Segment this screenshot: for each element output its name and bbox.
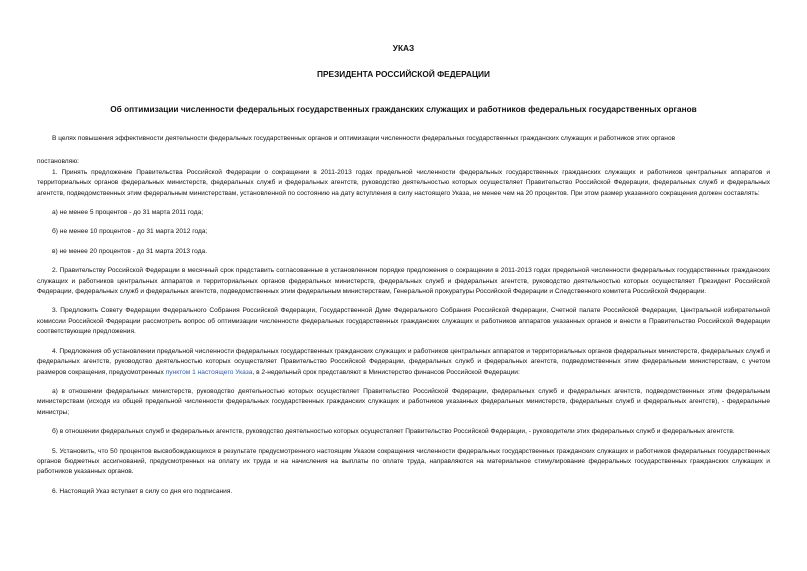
paragraph-4-text-start: 4. Предложения об установлении предельной численности федеральных государственных гражданских служащих и работников центральных аппаратов и территориальных органов федеральных министерств, федеральных служб и федеральных агентств, руководство деятельностью которых осуществляет Правительство Российской Федерации, федеральных служб и федеральных агентств, подведомственных этим федеральным министерствам, с учетом размеров сокращения, предусмотренных xyxy=(37,347,770,376)
preamble: В целях повышения эффективности деятельности федеральных государственных органов и оптимизации численности федеральных государственных гражданских служащих и работников этих органов xyxy=(52,135,676,142)
clause-1-link[interactable]: пунктом 1 настоящего Указа xyxy=(165,368,253,376)
paragraph-6: 6. Настоящий Указ вступает в силу со дня его подписания. xyxy=(52,487,233,495)
paragraph-4-text-end: , в 2-недельный срок представляют в Министерство финансов Российской Федерации: xyxy=(252,368,520,376)
issuer-title: ПРЕЗИДЕНТА РОССИЙСКОЙ ФЕДЕРАЦИИ xyxy=(317,69,490,79)
decree-subject: Об оптимизации численности федеральных государственных гражданских служащих и работников федеральных государственных органов xyxy=(110,104,697,114)
paragraph-4b: б) в отношении федеральных служб и федеральных агентств, руководство деятельностью которых осуществляет Правительство Российской Федерации, - руководители этих федеральных служб и федеральных агентств. xyxy=(52,428,735,436)
paragraph-2: 2. Правительству Российской Федерации в месячный срок представить согласованные в установленном порядке предложения о сокращении в 2011-2013 годах предельной численности федеральных государственных гражданских служащих и работников центральных аппаратов и территориальных органов федеральных министерств, федеральных служб и федеральных агентств, руководство деятельностью которых осуществляет Президент Российской Федерации, федеральных служб и федеральных агентств, подведомственных этим федеральным министерствам, Генеральной прокуратуры Российской Федерации и Следственного комитета Российской Федерации. xyxy=(37,267,770,296)
paragraph-1b: б) не менее 10 процентов - до 31 марта 2012 года; xyxy=(52,228,208,236)
paragraph-1a: а) не менее 5 процентов - до 31 марта 2011 года; xyxy=(52,209,204,217)
paragraph-1: 1. Принять предложение Правительства Российской Федерации о сокращении в 2011-2013 годах предельной численности федеральных государственных гражданских служащих и работников центральных аппаратов и территориальных органов федеральных министерств, федеральных служб и федеральных агентств, руководство деятельностью которых осуществляет Правительство Российской Федерации, федеральных служб и федеральных агентств, подведомственных этим федеральным министерствам, установленной по состоянию на дату вступления в силу настоящего Указа, не менее чем на 20 процентов. При этом размер указанного сокращения должен составлять: xyxy=(37,168,770,197)
paragraph-4a: а) в отношении федеральных министерств, руководство деятельностью которых осуществляет Правительство Российской Федерации, федеральных служб и федеральных агентств, подведомственных этим федеральным министерствам (исходя из общей предельной численности федеральных государственных гражданских служащих и работников указанных федеральных министерств, федеральных служб и федеральных агентств), - федеральные министры; xyxy=(37,387,770,416)
paragraph-4 xyxy=(37,347,770,378)
paragraph-1c: в) не менее 20 процентов - до 31 марта 2013 года. xyxy=(52,247,208,255)
paragraph-3: 3. Предложить Совету Федерации Федерального Собрания Российской Федерации, Государственной Думе Федерального Собрания Российской Федерации, Счетной палате Российской Федерации, Центральной избирательной комиссии Российской Федерации рассмотреть вопрос об оптимизации численности федеральных государственных гражданских служащих и работников аппаратов указанных органов и внести в Правительство Российской Федерации соответствующие предложения. xyxy=(37,307,770,336)
paragraph-5: 5. Установить, что 50 процентов высвобождающихся в результате предусмотренного настоящим Указом сокращения численности федеральных государственных гражданских служащих и работников федеральных государственных органов бюджетных ассигнований, предусмотренных на оплату их труда и на начисления на выплаты по оплате труда, направляются на материальное стимулирование федеральных государственных гражданских служащих и работников указанных органов. xyxy=(37,447,770,476)
decree-title: УКАЗ xyxy=(392,43,415,53)
decree-word: постановляю: xyxy=(37,158,80,166)
